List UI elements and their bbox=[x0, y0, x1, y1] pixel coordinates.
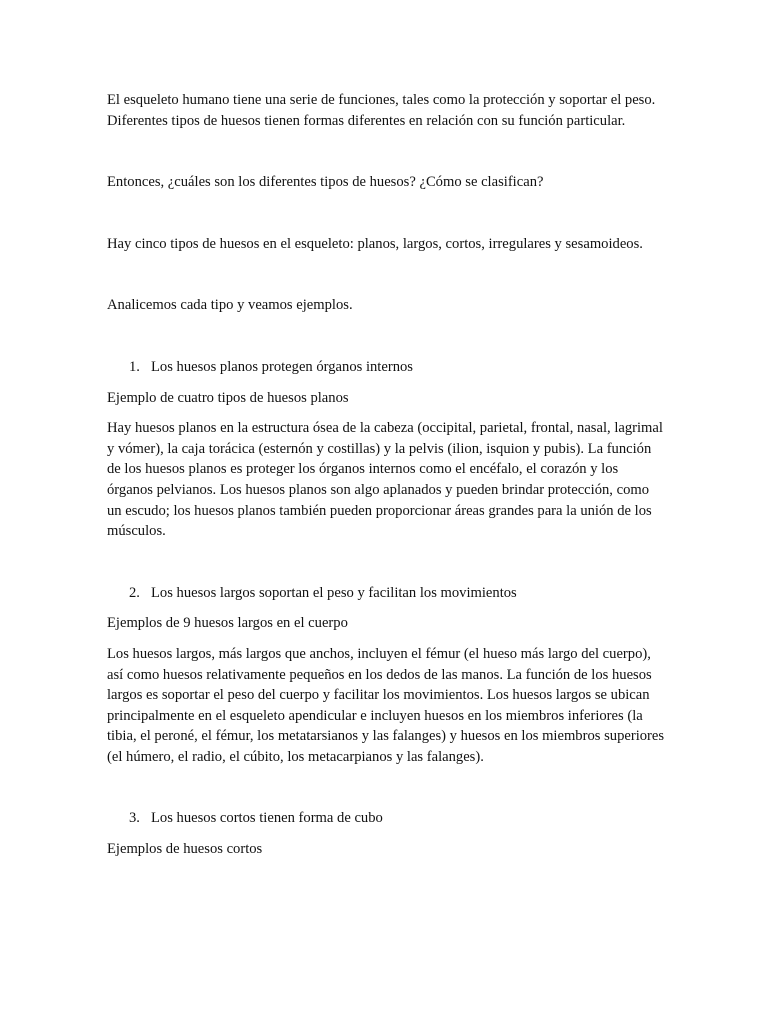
section-body-2: Los huesos largos, más largos que anchos, incluyen el fémur (el hueso más largo del cuerpo), así como huesos relativamente pequeños en los dedos de las manos. La función de los huesos largos es soportar el peso del cuerpo y facilitar los movimientos. Los huesos largos se ubican principalmente en el esqueleto apendicular e incluyen huesos en los miembros inferiores (la tibia, el peroné, el fémur, los metatarsianos y las falanges) y huesos en los miembros superiores (el húmero, el radio, el cúbito, los metacarpianos y las falanges). bbox=[107, 645, 665, 765]
list-number: 2. bbox=[129, 584, 140, 601]
types-paragraph: Hay cinco tipos de huesos en el esqueleto: planos, largos, cortos, irregulares y sesamoideos. bbox=[107, 235, 643, 252]
list-number: 1. bbox=[129, 358, 140, 375]
intro-paragraph: El esqueleto humano tiene una serie de funciones, tales como la protección y soportar el peso. Diferentes tipos de huesos tienen formas diferentes en relación con su función particular. bbox=[107, 92, 656, 129]
list-number: 3. bbox=[129, 810, 140, 827]
section-heading-2 bbox=[107, 583, 667, 604]
section-subheading-3: Ejemplos de huesos cortos bbox=[107, 841, 263, 858]
analyze-paragraph: Analicemos cada tipo y veamos ejemplos. bbox=[107, 297, 353, 314]
section-body-1: Hay huesos planos en la estructura ósea de la cabeza (occipital, parietal, frontal, nasal, lagrimal y vómer), la caja torácica (esternón y costillas) y la pelvis (ilion, isquion y pubis). La función de los huesos planos es proteger los órganos internos como el encéfalo, el corazón y los órganos pelvianos. Los huesos planos son algo aplanados y pueden brindar protección, como un escudo; los huesos planos también pueden proporcionar áreas grandes para la unión de los músculos. bbox=[107, 420, 663, 540]
document-page bbox=[107, 90, 667, 860]
heading-text: Los huesos cortos tienen forma de cubo bbox=[151, 810, 383, 827]
section-subheading-1: Ejemplo de cuatro tipos de huesos planos bbox=[107, 389, 349, 406]
heading-text: Los huesos largos soportan el peso y facilitan los movimientos bbox=[151, 584, 517, 601]
section-heading-1 bbox=[107, 357, 667, 378]
question-paragraph: Entonces, ¿cuáles son los diferentes tipos de huesos? ¿Cómo se clasifican? bbox=[107, 174, 544, 191]
section-subheading-2: Ejemplos de 9 huesos largos en el cuerpo bbox=[107, 615, 348, 632]
section-heading-3 bbox=[107, 808, 667, 829]
heading-text: Los huesos planos protegen órganos internos bbox=[151, 358, 413, 375]
